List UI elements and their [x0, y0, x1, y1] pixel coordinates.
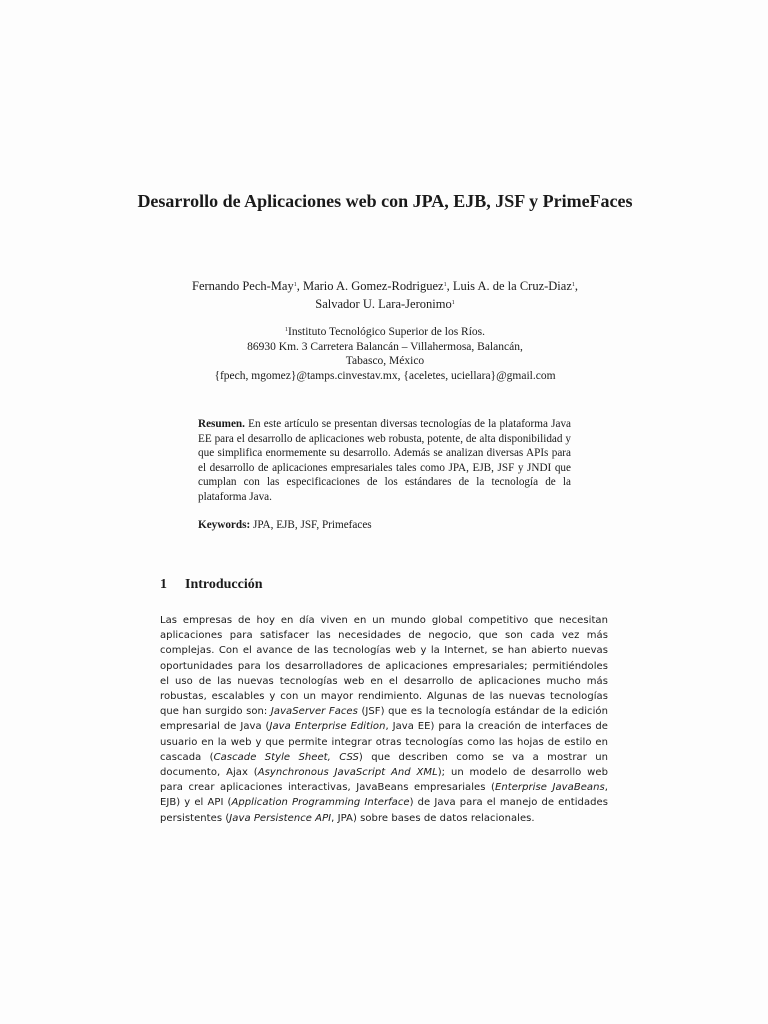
affiliation-marker: 1 [451, 300, 455, 306]
author-name: Fernando Pech-May [192, 279, 294, 293]
institute-name: Instituto Tecnológico Superior de los Ríos. [287, 326, 486, 338]
abstract [198, 417, 571, 504]
keywords-label: Keywords: [198, 519, 251, 531]
body-italic-run: Cascade Style Sheet, CSS [213, 751, 359, 763]
section-title: Introducción [185, 577, 263, 592]
author-name: Mario A. Gomez-Rodriguez [302, 279, 444, 293]
abstract-label: Resumen. [198, 418, 245, 430]
address-line: 86930 Km. 3 Carretera Balancán – Villahermosa, Balancán, [247, 340, 523, 353]
body-text-run: , Java EE) para la creación de interfaces de usuario en la web y que permite integrar otras tecnologías como las hojas de estilo en cascada ( [160, 721, 609, 763]
abstract-text: En este artículo se presentan diversas tecnologías de la plataforma Java EE para el desarrollo de aplicaciones web robusta, potente, de alta disponibilidad y que simplifica enormemente su desarrollo. Además se analizan diversas APIs para el desarrollo de aplicaciones empresariales tales como JPA, EJB, JSF y JNDI que cumplan con las especificaciones de los estándares de la tecnología de la plataforma Java. [198, 418, 572, 503]
affiliation-marker: 1 [443, 282, 447, 288]
keywords [198, 518, 571, 533]
keywords-text: JPA, EJB, JSF, Primefaces [253, 519, 372, 531]
author-name: Luis A. de la Cruz-Diaz [452, 279, 572, 293]
body-text-run: ) que describen como se va a mostrar un documento, Ajax ( [160, 751, 608, 779]
author-emails: {fpech, mgomez}@tamps.cinvestav.mx, {aceletes, uciellara}@gmail.com [214, 369, 556, 382]
paper-title: Desarrollo de Aplicaciones web con JPA, EJB, JSF y PrimeFaces [137, 191, 633, 211]
body-italic-run: Asynchronous JavaScript And XML [257, 767, 438, 779]
body-text-run: , EJB) y el API ( [160, 782, 608, 809]
body-italic-run: Enterprise JavaBeans [495, 782, 605, 794]
body-italic-run: JavaServer Faces [270, 706, 358, 718]
body-text-run: (JSF) que es la tecnología estándar de la edición empresarial de Java ( [160, 706, 608, 733]
author-name: Salvador U. Lara-Jeronimo [315, 297, 452, 311]
affiliation-block [150, 323, 620, 383]
author-list: Fernando Pech-May$^1$, Mario A. Gomez-Rodriguez$^1$, Luis A. de la Cruz-Diaz$^1$, Salvador U. Lara-Jeronimo$^1$ [192, 279, 578, 311]
address-line: Tabasco, México [345, 355, 425, 367]
affiliation-marker: 1 [571, 282, 575, 288]
intro-paragraph [160, 613, 608, 826]
body-text-run: , JPA) sobre bases de datos relacionales. [331, 812, 535, 824]
body-italic-run: Application Programming Interface [231, 797, 410, 809]
body-italic-run: Java Enterprise Edition [269, 721, 386, 733]
body-text-run: Las empresas de hoy en día viven en un mundo global competitivo que necesitan aplicaciones para satisfacer las necesidades de negocio, que son cada vez más complejas. Con el avance de las tecnologías web y la Internet, se han abierto nuevas oportunidades para los desarrolladores de aplicaciones empresariales; permitiéndoles el uso de las nuevas tecnologías web en el desarrollo de aplicaciones mucho más robustas, escalables y con un mayor rendimiento. Algunas de las nuevas tecnologías que han surgido son: [160, 615, 608, 718]
section-number: 1 [160, 577, 167, 592]
body-text-run: ) de Java para el manejo de entidades persistentes ( [160, 797, 608, 824]
affiliation-marker: 1 [293, 282, 297, 288]
section-heading [160, 576, 263, 594]
body-italic-run: Java Persistence API [229, 812, 332, 824]
affiliation-marker: 1 [284, 327, 288, 333]
body-text-run: ); un modelo de desarrollo web para crear aplicaciones interactivas, JavaBeans empresariales ( [160, 767, 608, 794]
